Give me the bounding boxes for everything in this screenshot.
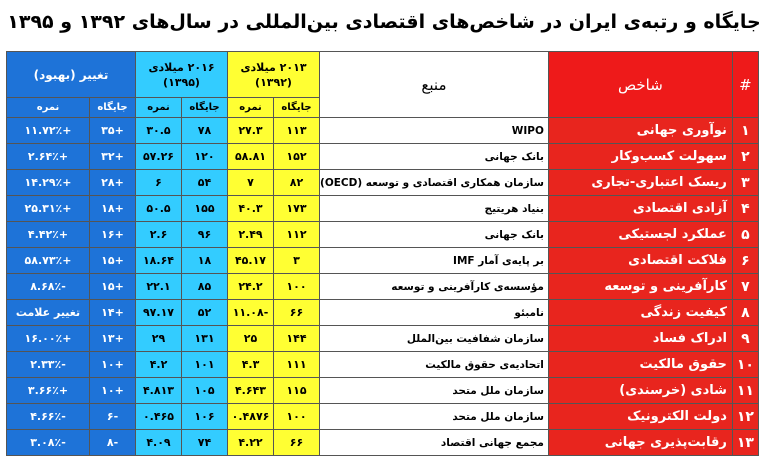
row-number: ۱۲	[732, 404, 758, 430]
rank-2016: ۱۰۱	[182, 352, 228, 378]
indicator-name: رقابت‌پذیری جهانی	[548, 430, 732, 456]
score-change: +۲۵.۳۱٪	[7, 196, 90, 222]
rank-change: +۲۸	[90, 170, 136, 196]
rank-change: +۱۶	[90, 222, 136, 248]
score-2016: ۵۰.۵	[136, 196, 182, 222]
rank-2013: ۱۰۰	[274, 404, 320, 430]
score-change: +۱۱.۷۲٪	[7, 118, 90, 144]
year-1395-label: (۱۳۹۵)	[163, 75, 200, 89]
table-row	[7, 170, 759, 196]
score-2013: ۴.۶۴۳	[228, 378, 274, 404]
score-2016: ۹۷.۱۷	[136, 300, 182, 326]
rank-change: +۱۰	[90, 378, 136, 404]
change-header: تغییر (بهبود)	[7, 52, 136, 98]
score-2016: ۲۹	[136, 326, 182, 352]
source-name: بانک جهانی	[320, 222, 549, 248]
rank-2016: ۸۵	[182, 274, 228, 300]
rank-change: +۱۸	[90, 196, 136, 222]
rank-2013: ۸۲	[274, 170, 320, 196]
source-name: سازمان همکاری اقتصادی و توسعه (OECD)	[320, 170, 549, 196]
score-2016: ۲.۶	[136, 222, 182, 248]
score-change: +۵۸.۷۳٪	[7, 248, 90, 274]
row-number: ۱۰	[732, 352, 758, 378]
table-row	[7, 274, 759, 300]
rank-change: -۶	[90, 404, 136, 430]
score-2013: ۴.۲۲	[228, 430, 274, 456]
rank-2013: ۱۱۵	[274, 378, 320, 404]
score-2016-header: نمره	[136, 98, 182, 118]
indicator-name: کیفیت زندگی	[548, 300, 732, 326]
row-number: ۵	[732, 222, 758, 248]
source-name: مجمع جهانی اقتصاد	[320, 430, 549, 456]
score-change: +۴.۴۲٪	[7, 222, 90, 248]
source-name: مؤسسه‌ی کارآفرینی و توسعه	[320, 274, 549, 300]
row-number: ۶	[732, 248, 758, 274]
source-name: نامبئو	[320, 300, 549, 326]
rank-2013: ۳	[274, 248, 320, 274]
source-name: بانک جهانی	[320, 144, 549, 170]
score-2016: ۱۸.۶۴	[136, 248, 182, 274]
score-2016: ۶	[136, 170, 182, 196]
rank-2016: ۷۸	[182, 118, 228, 144]
row-number: ۳	[732, 170, 758, 196]
indicator-name: دولت الکترونیک	[548, 404, 732, 430]
rank-change: +۱۴	[90, 300, 136, 326]
page-title: جایگاه و رتبه‌ی ایران در شاخص‌های اقتصادی بین‌المللی در سال‌های ۱۳۹۲ و ۱۳۹۵	[7, 11, 761, 33]
source-name: سازمان شفافیت بین‌الملل	[320, 326, 549, 352]
year-1392-label: (۱۳۹۲)	[255, 75, 292, 89]
rank-2013: ۶۶	[274, 430, 320, 456]
score-2013-header: نمره	[228, 98, 274, 118]
rank-2016: ۱۲۰	[182, 144, 228, 170]
indicator-name: آزادی اقتصادی	[548, 196, 732, 222]
row-number: ۲	[732, 144, 758, 170]
table-row	[7, 300, 759, 326]
score-change: -۴.۶۶٪	[7, 404, 90, 430]
rank-change: +۳۵	[90, 118, 136, 144]
indicator-name: کارآفرینی و توسعه	[548, 274, 732, 300]
indicator-name: ریسک اعتباری-تجاری	[548, 170, 732, 196]
row-number: ۱۳	[732, 430, 758, 456]
score-2013: ۴.۳	[228, 352, 274, 378]
score-2016: ۰.۴۶۵	[136, 404, 182, 430]
rank-change: +۱۳	[90, 326, 136, 352]
score-2013: ۲۴.۲	[228, 274, 274, 300]
rank-2013: ۱۱۲	[274, 222, 320, 248]
source-name: بر پایه‌ی آمار IMF	[320, 248, 549, 274]
rank-2016: ۱۰۶	[182, 404, 228, 430]
score-change: -۳.۰۸٪	[7, 430, 90, 456]
rank-change: -۸	[90, 430, 136, 456]
score-change-header: نمره	[7, 98, 90, 118]
rank-2016: ۱۳۱	[182, 326, 228, 352]
indicator-name: حقوق مالکیت	[548, 352, 732, 378]
rank-2013: ۱۱۱	[274, 352, 320, 378]
year-2016-label: ۲۰۱۶ میلادی	[148, 60, 215, 74]
score-change: -۸.۶۸٪	[7, 274, 90, 300]
score-2013: -۱۱.۰۸	[228, 300, 274, 326]
table-row	[7, 144, 759, 170]
score-change: -۲.۳۳٪	[7, 352, 90, 378]
score-change: +۳.۶۶٪	[7, 378, 90, 404]
rank-2016: ۵۴	[182, 170, 228, 196]
rank-change-header: جایگاه	[90, 98, 136, 118]
indicator-name: نوآوری جهانی	[548, 118, 732, 144]
score-2013: ۴۰.۳	[228, 196, 274, 222]
score-2013: ۷	[228, 170, 274, 196]
score-2013: ۴۵.۱۷	[228, 248, 274, 274]
indicator-name: شادی (خرسندی)	[548, 378, 732, 404]
indicator-name: سهولت کسب‌وکار	[548, 144, 732, 170]
indicator-name: ادراک فساد	[548, 326, 732, 352]
score-change: +۱۶.۰۰٪	[7, 326, 90, 352]
rank-2016: ۱۰۵	[182, 378, 228, 404]
number-header: #	[732, 52, 758, 118]
row-number: ۹	[732, 326, 758, 352]
rank-2016: ۱۵۵	[182, 196, 228, 222]
rank-change: +۱۰	[90, 352, 136, 378]
row-number: ۱	[732, 118, 758, 144]
rank-change: +۳۲	[90, 144, 136, 170]
year-2013-header	[228, 52, 320, 98]
score-2016: ۴.۲	[136, 352, 182, 378]
row-number: ۴	[732, 196, 758, 222]
year-2013-label: ۲۰۱۳ میلادی	[240, 60, 307, 74]
year-2016-header	[136, 52, 228, 98]
rank-2013: ۱۵۲	[274, 144, 320, 170]
table-row	[7, 222, 759, 248]
table-row	[7, 352, 759, 378]
rank-2016: ۷۴	[182, 430, 228, 456]
table-row	[7, 326, 759, 352]
table-row	[7, 248, 759, 274]
score-2013: ۲۵	[228, 326, 274, 352]
rank-2016: ۱۸	[182, 248, 228, 274]
indicators-table	[6, 51, 759, 456]
score-2016: ۴.۰۹	[136, 430, 182, 456]
score-2016: ۳۰.۵	[136, 118, 182, 144]
score-2013: ۵۸.۸۱	[228, 144, 274, 170]
source-name: اتحادیه‌ی حقوق مالکیت	[320, 352, 549, 378]
rank-2016: ۹۶	[182, 222, 228, 248]
score-2016: ۴.۸۱۳	[136, 378, 182, 404]
indicator-header: شاخص	[548, 52, 732, 118]
indicator-name: عملکرد لجستیکی	[548, 222, 732, 248]
rank-2016-header: جایگاه	[182, 98, 228, 118]
score-2016: ۲۲.۱	[136, 274, 182, 300]
source-header: منبع	[320, 52, 549, 118]
rank-2013: ۱۴۴	[274, 326, 320, 352]
rank-2013: ۶۶	[274, 300, 320, 326]
row-number: ۷	[732, 274, 758, 300]
indicator-name: فلاکت اقتصادی	[548, 248, 732, 274]
source-name: WIPO	[320, 118, 549, 144]
score-change: +۲.۶۴٪	[7, 144, 90, 170]
rank-2013: ۱۱۳	[274, 118, 320, 144]
score-2013: ۰.۴۸۷۶	[228, 404, 274, 430]
row-number: ۱۱	[732, 378, 758, 404]
row-number: ۸	[732, 300, 758, 326]
rank-change: +۱۵	[90, 248, 136, 274]
table-row	[7, 378, 759, 404]
score-change: تغییر علامت	[7, 300, 90, 326]
score-2016: ۵۷.۲۶	[136, 144, 182, 170]
table-row	[7, 118, 759, 144]
rank-change: +۱۵	[90, 274, 136, 300]
source-name: بنیاد هریتیج	[320, 196, 549, 222]
rank-2013-header: جایگاه	[274, 98, 320, 118]
source-name: سازمان ملل متحد	[320, 378, 549, 404]
score-change: +۱۴.۲۹٪	[7, 170, 90, 196]
score-2013: ۲۷.۳	[228, 118, 274, 144]
table-row	[7, 430, 759, 456]
table-row	[7, 404, 759, 430]
table-row	[7, 196, 759, 222]
source-name: سازمان ملل متحد	[320, 404, 549, 430]
rank-2013: ۱۷۳	[274, 196, 320, 222]
rank-2013: ۱۰۰	[274, 274, 320, 300]
score-2013: ۲.۴۹	[228, 222, 274, 248]
rank-2016: ۵۲	[182, 300, 228, 326]
